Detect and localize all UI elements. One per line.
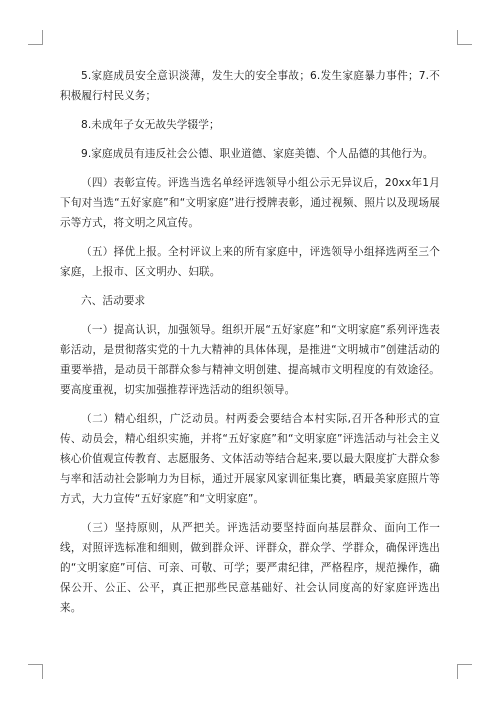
paragraph-adhere-to-principles: （三）坚持原则，从严把关。评选活动要坚持面向基层群众、面向工作一线，对照评选标准和细则，做到群众评、评群众，群众学、学群众，确保评选出的“文明家庭”可信、可亲、可敬、可学；要严肃纪律，严格程序，规范操作，确保公开、公正、公平，真正把那些民意基础好、社会认同度高的好家庭评选出来。 (60, 522, 440, 614)
crop-mark-bottom-right (457, 664, 472, 679)
crop-mark-bottom-left (28, 664, 43, 679)
crop-mark-top-right (457, 30, 472, 45)
paragraph-rejection-items-5-7: 5.家庭成员安全意识淡薄，发生大的安全事故；6.发生家庭暴力事件；7.不积极履行村民义务； (60, 70, 440, 102)
crop-mark-top-left (28, 30, 43, 45)
section-heading-activity-requirements: 六、活动要求 (81, 295, 146, 307)
paragraph-commendation-publicity: （四）表彰宣传。评选当选名单经评选领导小组公示无异议后，20xx年1月下旬对当选“五好家庭”和“文明家庭”进行授牌表彰，通过视频、照片以及现场展示等方式，将文明之风宣传。 (60, 177, 440, 229)
paragraph-rejection-item-9: 9.家庭成员有违反社会公德、职业道德、家庭美德、个人品德的其他行为。 (81, 148, 434, 160)
paragraph-raise-awareness: （一）提高认识，加强领导。组织开展“五好家庭”和“文明家庭”系列评选表彰活动，是贯彻落实党的十九大精神的具体体现，是推进“文明城市”创建活动的重要举措，是动员干部群众参与精神文明创建、提高城市文明程度的有效途径。要高度重视，切实加强推荐评选活动的组织领导。 (60, 324, 440, 396)
paragraph-careful-organization: （二）精心组织，广泛动员。村两委会要结合本村实际,召开各种形式的宣传、动员会，精心组织实施，并将“五好家庭”和“文明家庭”评选活动与社会主义核心价值观宣传教育、志愿服务、文体活动等结合起来,要以最大限度扩大群众参与率和活动社会影响力为目标，通过开展家风家训征集比赛，晒最美家庭照片等方式，大力宣传“五好家庭”和“文明家庭”。 (60, 413, 440, 505)
paragraph-select-and-report: （五）择优上报。全村评议上来的所有家庭中，评选领导小组择选两至三个家庭，上报市、区文明办、妇联。 (60, 246, 440, 278)
paragraph-rejection-item-8: 8.未成年子女无故失学辍学； (81, 119, 220, 131)
document-body (60, 66, 440, 618)
